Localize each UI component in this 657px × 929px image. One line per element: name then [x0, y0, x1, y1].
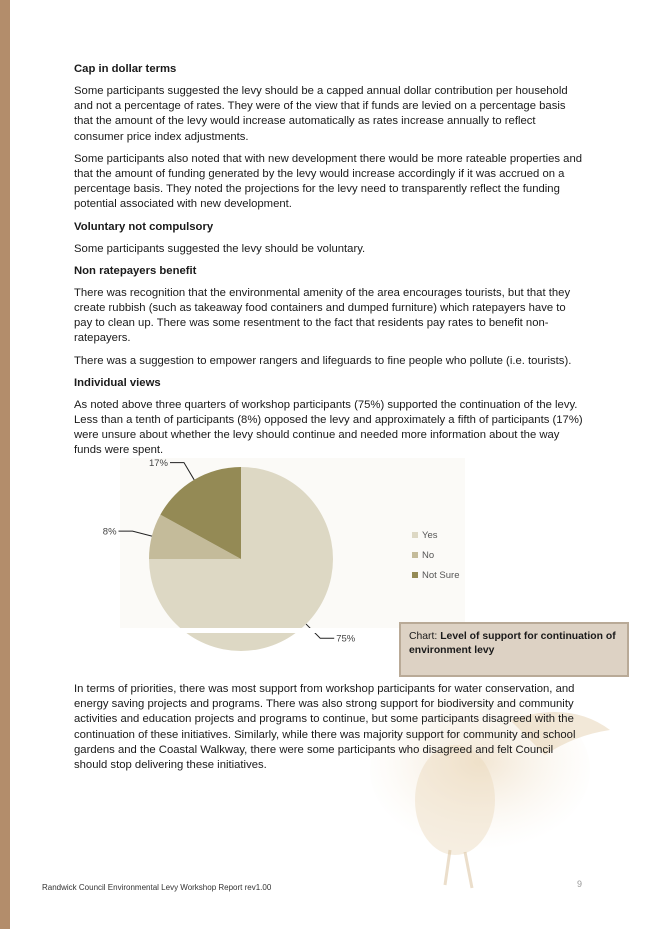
section-heading: Non ratepayers benefit	[74, 264, 197, 277]
page-number: 9	[577, 879, 583, 889]
body-paragraph: There was a suggestion to empower rangers and lifeguards to fine people who pollute (i.e. tourists).	[74, 354, 572, 367]
legend-swatch	[412, 552, 418, 558]
legend-entry: Not Sure	[422, 570, 460, 581]
section-heading: Individual views	[74, 376, 161, 389]
body-paragraph: Some participants suggested the levy should be a capped annual dollar contribution per household and not a percentage of rates. They were of the view that if funds are levied on a percentage basis that the amount of the levy would increase automatically as rates increase annually to reflect consumer price index adjustments.	[74, 85, 568, 143]
chart-caption	[399, 622, 629, 677]
legend-entry: No	[422, 550, 435, 561]
section-heading: Voluntary not compulsory	[74, 220, 214, 233]
caption-prefix: Chart:	[409, 631, 441, 642]
data-label: 75%	[336, 633, 356, 645]
body-paragraph: Some participants also noted that with new development there would be more rateable properties and that the amount of funding generated by the levy would increase accordingly if it was accrued on a percentage basis. They noted the projections for the levy need to transparently reflect the funding potential associated with new development.	[74, 152, 583, 211]
legend-swatch	[412, 532, 418, 538]
legend-swatch	[412, 572, 418, 578]
body-paragraph: There was recognition that the environmental amenity of the area encourages tourists, but that they create rubbish (such as takeaway food containers and dumped furniture) which ratepayers have to pay to clean up. There was some resentment to the fact that residents pay rates to benefit non-ratepayers.	[74, 286, 571, 345]
data-label: 17%	[148, 458, 168, 470]
body-paragraph: Some participants suggested the levy should be voluntary.	[74, 242, 366, 255]
footer-report-name: Randwick Council Environmental Levy Workshop Report rev1.00	[42, 883, 272, 892]
legend-entry: Yes	[422, 530, 438, 541]
caption-title: Level of support for continuation of environment levy	[409, 631, 616, 656]
data-label: 8%	[102, 526, 117, 538]
closing-section	[74, 682, 586, 773]
body-paragraph: As noted above three quarters of workshop participants (75%) supported the continuation of the levy. Less than a tenth of participants (8%) opposed the levy and approximately a fifth of participants (17%) were unsure about whether the levy should continue and needed more information about the way funds were spent.	[74, 398, 583, 457]
left-margin-bar	[0, 0, 10, 929]
closing-paragraph: In terms of priorities, there was most support from workshop participants for water conservation, and energy saving projects and programs. There was also strong support for biodiversity and community activities and education projects and programs to continue, but some participants disagreed with the continuation of these initiatives. Similarly, while there was majority support for community and school gardens and the Coastal Walkway, there were some participants who disagreed and felt Council should stop delivering these initiatives.	[74, 683, 576, 772]
section-heading: Cap in dollar terms	[74, 63, 177, 75]
report-body	[74, 62, 586, 466]
